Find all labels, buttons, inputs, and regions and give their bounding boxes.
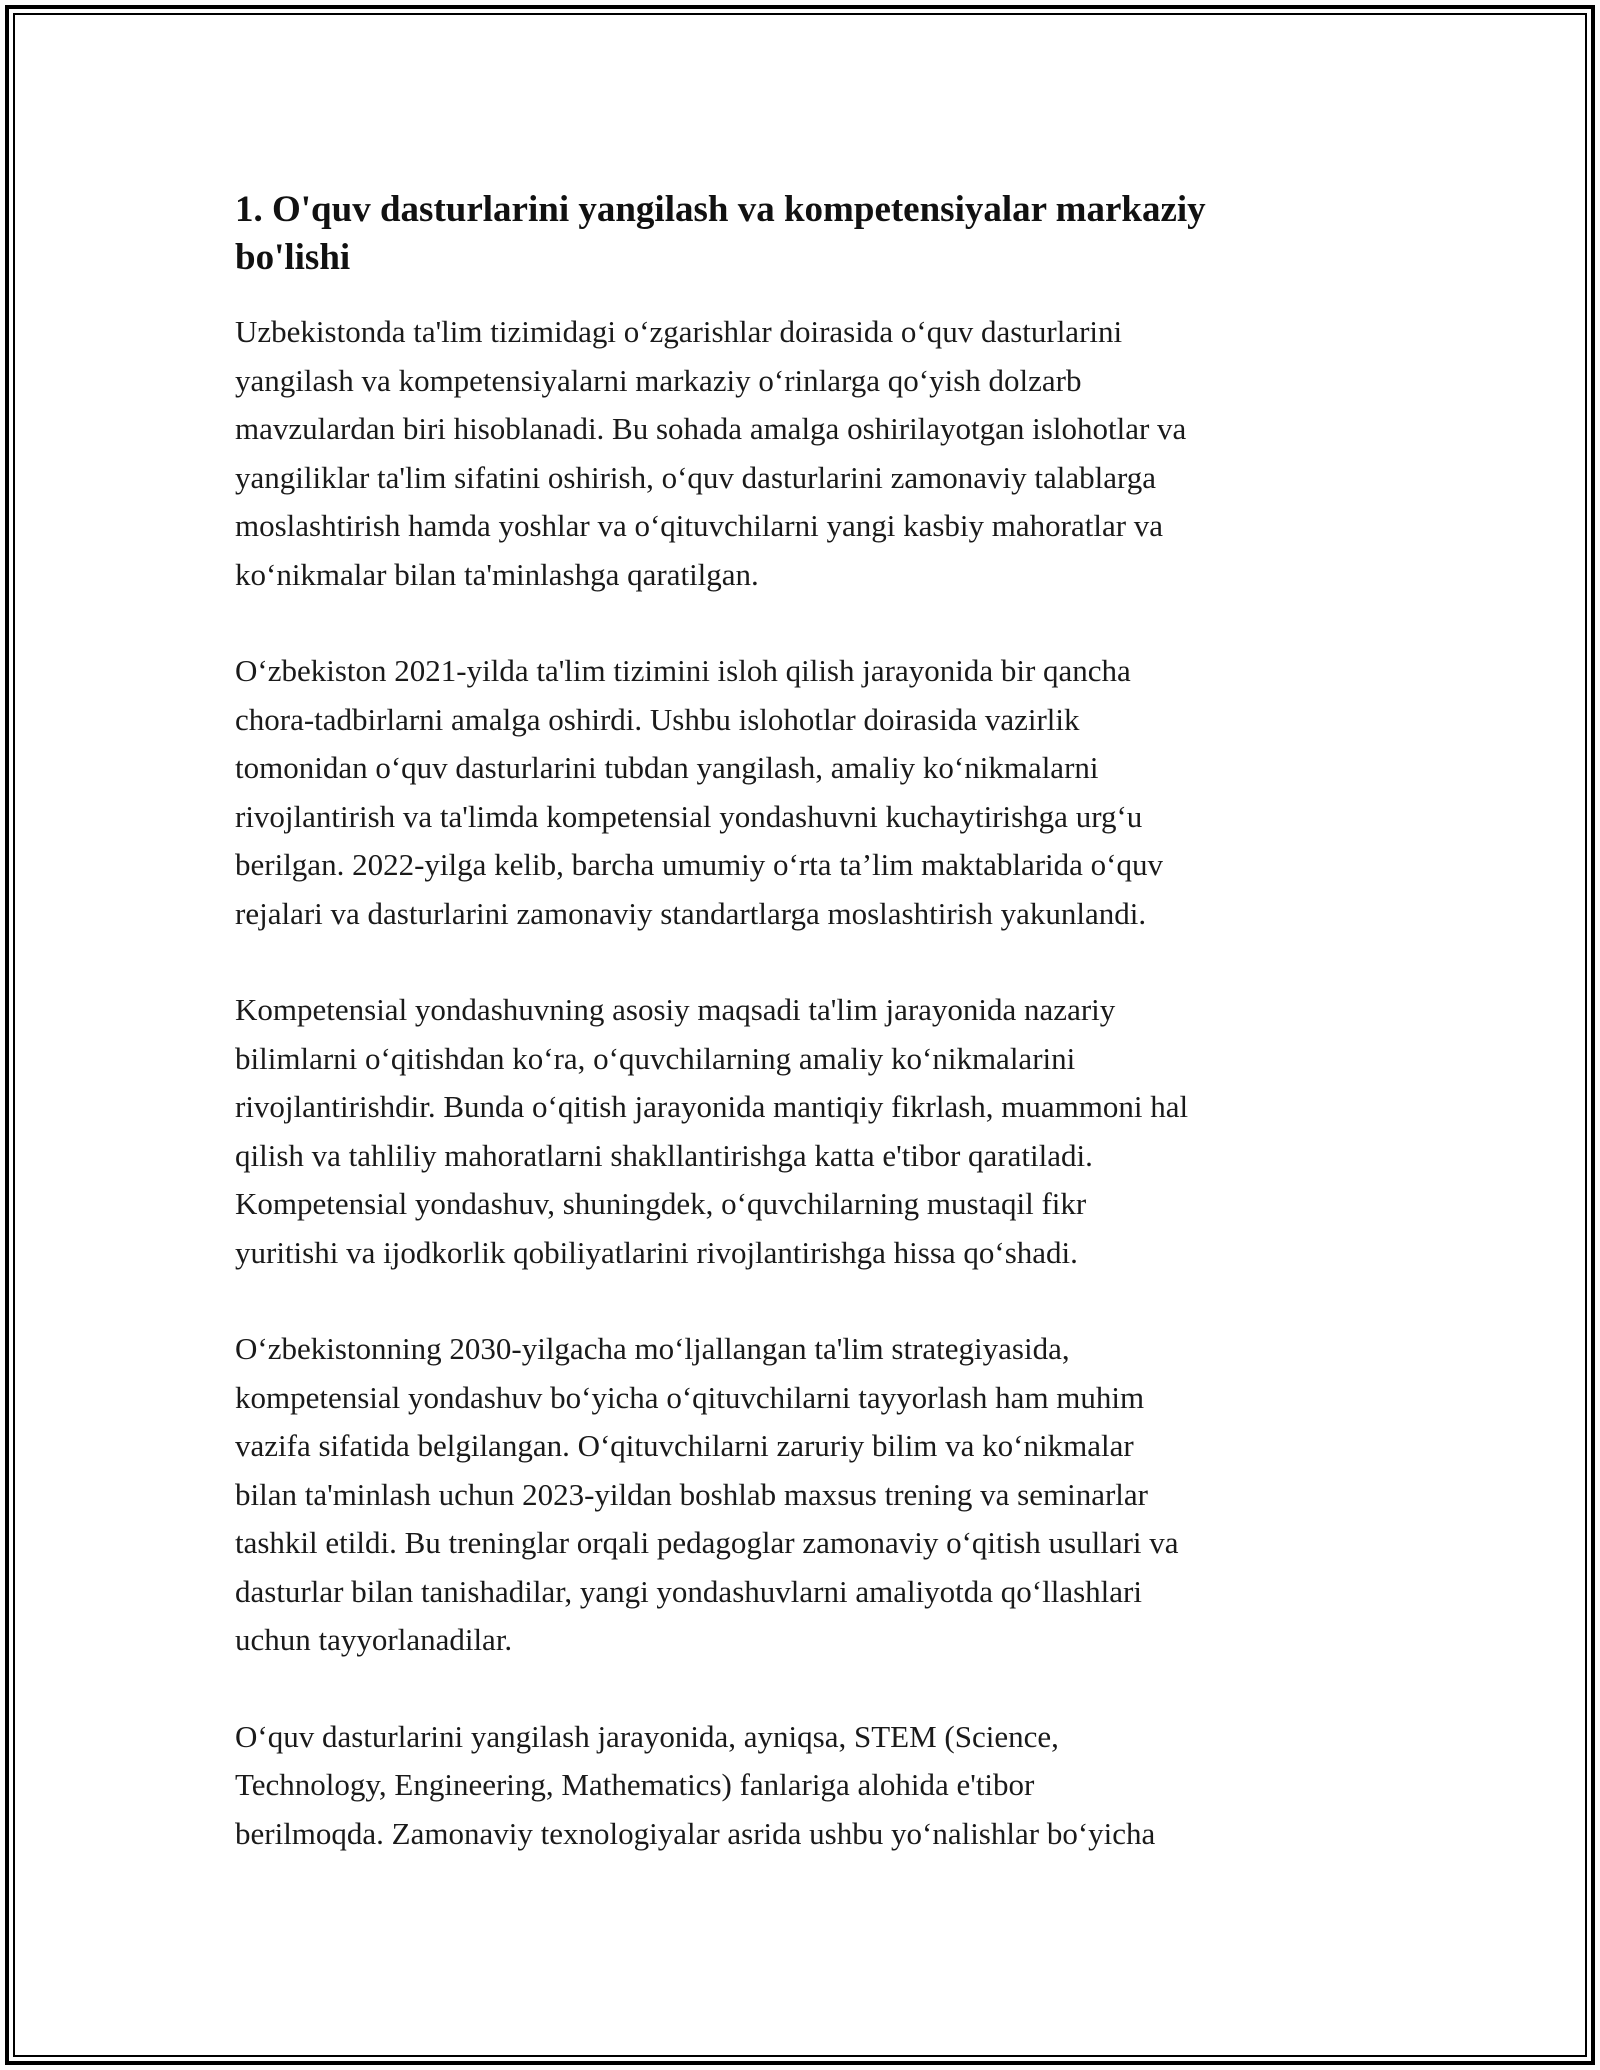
- paragraph-line: kompetensial yondashuv bo‘yicha o‘qituvchilarni tayyorlash ham muhim: [235, 1379, 1145, 1415]
- paragraph-line: yuritishi va ijodkorlik qobiliyatlarini rivojlantirishga hissa qo‘shadi.: [235, 1234, 1078, 1270]
- paragraph-line: bilimlarni o‘qitishdan ko‘ra, o‘quvchilarning amaliy ko‘nikmalarini: [235, 1040, 1076, 1076]
- paragraph-line: berilgan. 2022-yilga kelib, barcha umumiy o‘rta ta’lim maktablarida o‘quv: [235, 847, 1163, 882]
- heading-line: 1. O'quv dasturlarini yangilash va kompetensiyalar markaziy: [235, 189, 1206, 230]
- paragraph-line: tomonidan o‘quv dasturlarini tubdan yangilash, amaliy ko‘nikmalarni: [235, 750, 1099, 785]
- paragraph-line: O‘zbekistonning 2030-yilgacha mo‘ljallangan ta'lim strategiyasida,: [235, 1331, 1070, 1366]
- document-body: [235, 186, 1370, 1906]
- paragraph-line: tashkil etildi. Bu treninglar orqali pedagoglar zamonaviy o‘qitish usullari va: [235, 1525, 1179, 1560]
- paragraph-line: bilan ta'minlash uchun 2023-yildan boshlab maxsus trening va seminarlar: [235, 1476, 1149, 1512]
- paragraph-line: rivojlantirishdir. Bunda o‘qitish jarayonida mantiqiy fikrlash, muammoni hal: [235, 1089, 1189, 1124]
- paragraph-line: Kompetensial yondashuv, shuningdek, o‘quvchilarning mustaqil fikr: [235, 1186, 1087, 1221]
- paragraph-1: [235, 308, 1370, 599]
- paragraph-line: Uzbekistonda ta'lim tizimidagi o‘zgarishlar doirasida o‘quv dasturlarini: [235, 314, 1123, 349]
- paragraph-line: berilmoqda. Zamonaviy texnologiyalar asrida ushbu yo‘nalishlar bo‘yicha: [235, 1815, 1156, 1851]
- section-heading: [235, 186, 1370, 282]
- paragraph-4: [235, 1325, 1370, 1665]
- paragraph-line: O‘quv dasturlarini yangilash jarayonida, ayniqsa, STEM (Science,: [235, 1718, 1059, 1754]
- paragraph-line: uchun tayyorlanadilar.: [235, 1622, 513, 1657]
- paragraph-line: Technology, Engineering, Mathematics) fanlariga alohida e'tibor: [235, 1767, 1035, 1802]
- paragraph-line: qilish va tahliliy mahoratlarni shakllantirishga katta e'tibor qaratiladi.: [235, 1137, 1093, 1173]
- paragraph-5: [235, 1713, 1370, 1859]
- paragraph-line: mavzulardan biri hisoblanadi. Bu sohada amalga oshirilayotgan islohotlar va: [235, 411, 1187, 446]
- paragraph-line: Kompetensial yondashuvning asosiy maqsadi ta'lim jarayonida nazariy: [235, 992, 1116, 1027]
- paragraph-2: [235, 647, 1370, 938]
- paragraph-line: ko‘nikmalar bilan ta'minlashga qaratilgan.: [235, 556, 759, 592]
- paragraph-line: moslashtirish hamda yoshlar va o‘qituvchilarni yangi kasbiy mahoratlar va: [235, 508, 1164, 543]
- paragraph-line: dasturlar bilan tanishadilar, yangi yondashuvlarni amaliyotda qo‘llashlari: [235, 1573, 1142, 1609]
- paragraph-line: yangilash va kompetensiyalarni markaziy o‘rinlarga qo‘yish dolzarb: [235, 362, 1082, 398]
- heading-line: bo'lishi: [235, 237, 351, 278]
- paragraph-line: O‘zbekiston 2021-yilda ta'lim tizimini isloh qilish jarayonida bir qancha: [235, 653, 1131, 688]
- paragraph-line: vazifa sifatida belgilangan. O‘qituvchilarni zaruriy bilim va ko‘nikmalar: [235, 1428, 1134, 1463]
- paragraph-line: yangiliklar ta'lim sifatini oshirish, o‘quv dasturlarini zamonaviy talablarga: [235, 459, 1157, 495]
- paragraph-line: rivojlantirish va ta'limda kompetensial yondashuvni kuchaytirishga urg‘u: [235, 798, 1143, 834]
- paragraph-line: chora-tadbirlarni amalga oshirdi. Ushbu islohotlar doirasida vazirlik: [235, 701, 1080, 737]
- paragraph-3: [235, 986, 1370, 1277]
- paragraph-line: rejalari va dasturlarini zamonaviy standartlarga moslashtirish yakunlandi.: [235, 895, 1147, 931]
